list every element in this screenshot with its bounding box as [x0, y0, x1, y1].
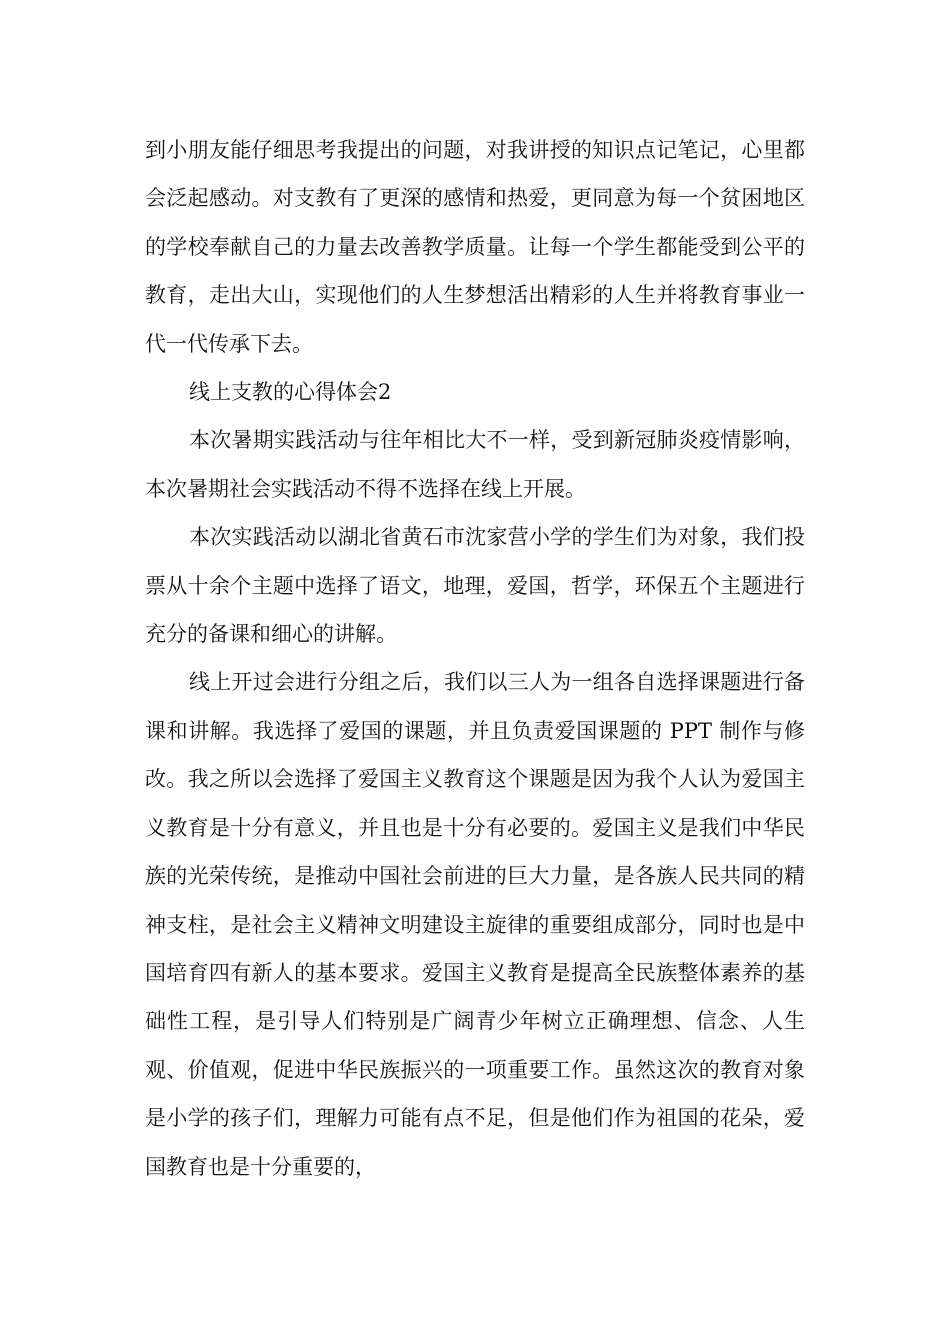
- paragraph-3: 线上开过会进行分组之后，我们以三人为一组各自选择课题进行备课和讲解。我选择了爱国的课题，并且负责爱国课题的 PPT 制作与修改。我之所以会选择了爱国主义教育这个课题是因为我个人认为爱国主义教育是十分有意义，并且也是十分有必要的。爱国主义是我们中华民族的光荣传统，是推动中国社会前进的巨大力量，是各族人民共同的精神支柱，是社会主义精神文明建设主旋律的重要组成部分，同时也是中国培育四有新人的基本要求。爱国主义教育是提高全民族整体素养的基础性工程，是引导人们特别是广阔青少年树立正确理想、信念、人生观、价值观，促进中华民族振兴的一项重要工作。虽然这次的教育对象是小学的孩子们，理解力可能有点不足，但是他们作为祖国的花朵，爱国教育也是十分重要的，: [145, 670, 805, 1179]
- section-heading: 线上支教的心得体会2: [189, 380, 392, 405]
- paragraph-1: 本次暑期实践活动与往年相比大不一样，受到新冠肺炎疫情影响，本次暑期社会实践活动不得不选择在线上开展。: [145, 428, 805, 501]
- paragraph-2: 本次实践活动以湖北省黄石市沈家营小学的学生们为对象，我们投票从十余个主题中选择了语文，地理，爱国，哲学，环保五个主题进行充分的备课和细心的讲解。: [145, 525, 805, 647]
- paragraph-continuation: 到小朋友能仔细思考我提出的问题，对我讲授的知识点记笔记，心里都会泛起感动。对支教有了更深的感情和热爱，更同意为每一个贫困地区的学校奉献自己的力量去改善教学质量。让每一个学生都能受到公平的教育，走出大山，实现他们的人生梦想活出精彩的人生并将教育事业一代一代传承下去。: [145, 138, 805, 356]
- document-page: [145, 126, 805, 1191]
